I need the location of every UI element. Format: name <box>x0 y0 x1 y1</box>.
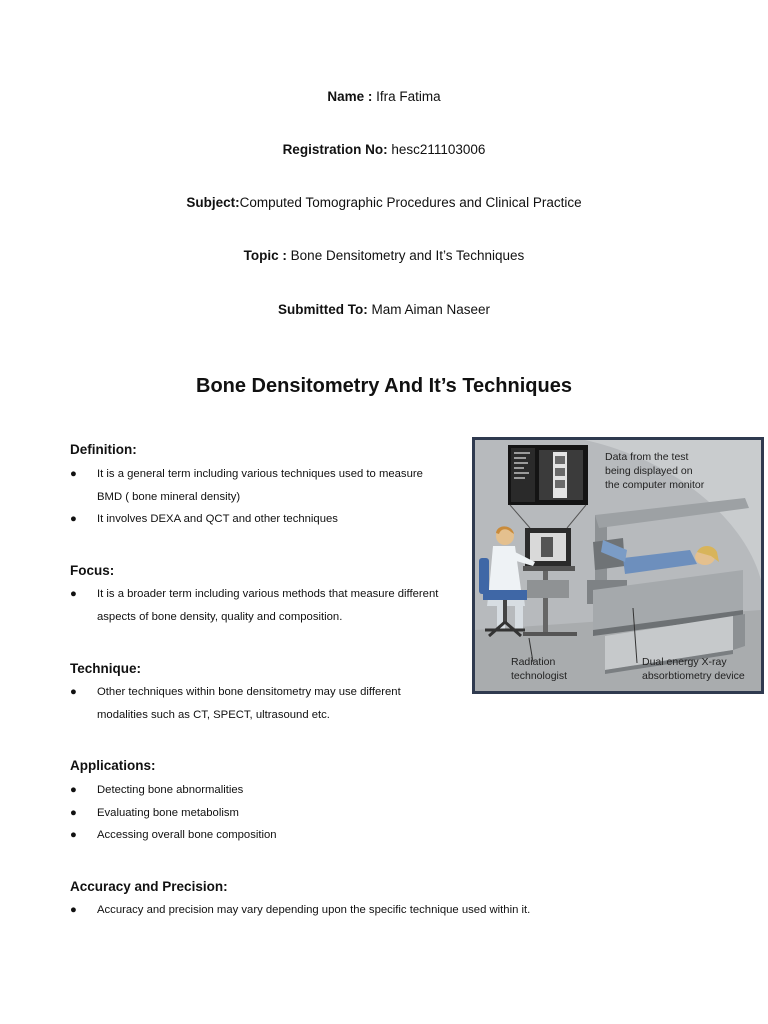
bullet-icon: ● <box>70 686 77 698</box>
bullet-icon: ● <box>70 513 77 525</box>
list-item <box>70 899 630 922</box>
definition-heading: Definition: <box>70 442 137 457</box>
submitted-to-label: Submitted To: <box>277 302 368 317</box>
list-item <box>70 583 450 628</box>
list-item <box>70 779 450 802</box>
subject-label: Subject: <box>186 195 240 210</box>
figure-label-monitor-3: the computer monitor <box>605 479 705 491</box>
dexa-scene-image <box>475 440 761 691</box>
list-item <box>70 802 450 825</box>
technique-heading: Technique: <box>70 661 142 676</box>
topic-label: Topic : <box>243 248 287 263</box>
accuracy-heading: Accuracy and Precision: <box>70 879 228 894</box>
topic-line <box>0 247 768 265</box>
list-item-text: It involves DEXA and QCT and other techniques <box>97 513 338 525</box>
submitted-to-line <box>0 301 768 319</box>
list-item-text: Accuracy and precision may vary depending upon the specific technique used within it. <box>97 904 531 916</box>
registration-line <box>0 141 768 159</box>
list-item-text: Other techniques within bone densitometry may use different modalities such as CT, SPECT, ultrasound etc. <box>97 686 401 721</box>
list-item-text: Accessing overall bone composition <box>97 829 277 841</box>
bullet-icon: ● <box>70 468 77 480</box>
bullet-icon: ● <box>70 904 77 916</box>
list-item <box>70 463 450 508</box>
bullet-icon: ● <box>70 807 77 819</box>
registration-value: hesc211103006 <box>387 142 486 157</box>
figure-label-technologist-1: Radiation <box>511 656 556 668</box>
subject-value: Computed Tomographic Procedures and Clinical Practice <box>239 195 582 210</box>
topic-value: Bone Densitometry and It’s Techniques <box>286 248 525 263</box>
figure-label-monitor-2: being displayed on <box>605 465 693 477</box>
dexa-illustration <box>472 437 764 694</box>
figure-label-device-2: absorbtiometry device <box>642 670 745 682</box>
list-item-text: Evaluating bone metabolism <box>97 807 239 819</box>
document-title: Bone Densitometry And It’s Techniques <box>196 375 572 397</box>
list-item <box>70 824 450 847</box>
list-item-text: It is a general term including various techniques used to measure BMD ( bone mineral density) <box>97 468 423 503</box>
list-item-text: It is a broader term including various methods that measure different aspects of bone density, quality and composition. <box>97 588 439 623</box>
name-value: Ifra Fatima <box>372 89 441 104</box>
registration-label: Registration No: <box>282 142 388 157</box>
bullet-icon: ● <box>70 829 77 841</box>
subject-line <box>0 194 768 212</box>
figure-label-monitor-1: Data from the test <box>605 451 689 463</box>
bullet-icon: ● <box>70 784 77 796</box>
name-label: Name : <box>327 89 373 104</box>
list-item <box>70 681 450 726</box>
name-line <box>0 88 768 106</box>
applications-heading: Applications: <box>70 758 156 773</box>
figure-label-device-1: Dual energy X-ray <box>642 656 727 668</box>
list-item <box>70 508 450 531</box>
figure-label-technologist-2: technologist <box>511 670 568 682</box>
submitted-to-value: Mam Aiman Naseer <box>367 302 491 317</box>
focus-heading: Focus: <box>70 563 115 578</box>
list-item-text: Detecting bone abnormalities <box>97 784 244 796</box>
bullet-icon: ● <box>70 588 77 600</box>
